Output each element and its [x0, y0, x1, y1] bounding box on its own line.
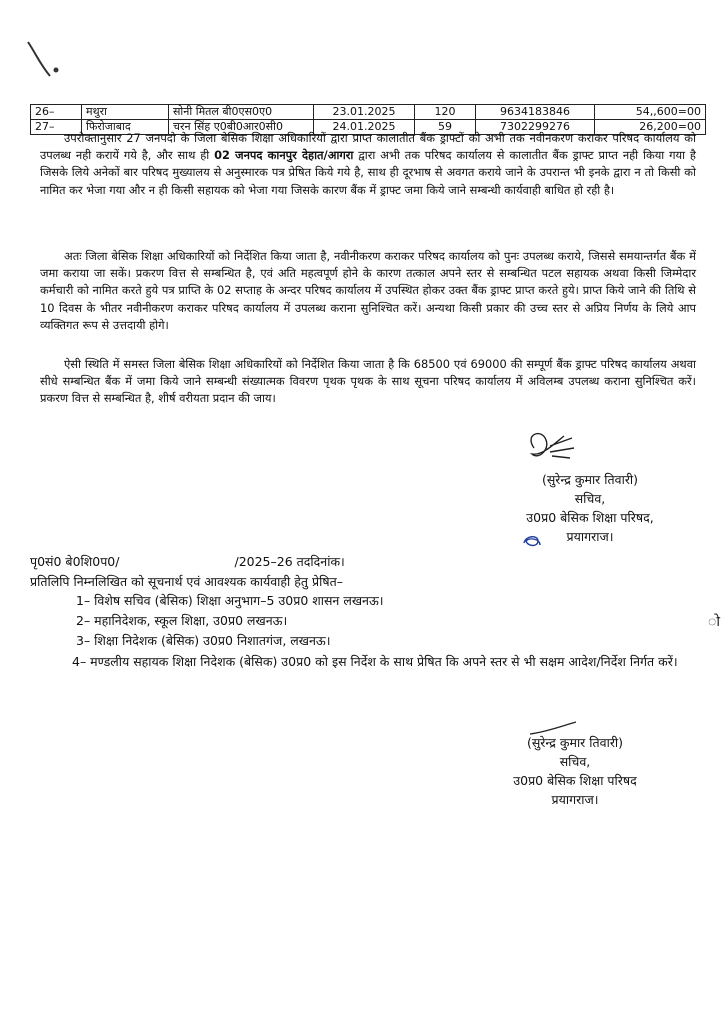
- table-row: [31, 105, 706, 120]
- copy-to-heading: प्रतिलिपि निम्नलिखित को सूचनार्थ एवं आवश्यक कार्यवाही हेतु प्रेषित–: [30, 574, 343, 589]
- page-edge-mark: ो: [708, 614, 720, 630]
- amount-cell: 26,200=00: [595, 120, 706, 135]
- reference-number: पृ0सं0 बे0शि0प0/: [30, 554, 120, 569]
- reference-line: [30, 553, 345, 570]
- ink-loop-icon: [522, 533, 542, 549]
- copy-item: 3– शिक्षा निदेशक (बेसिक) उ0प्र0 निशातगंज, लखनऊ।: [76, 633, 331, 648]
- amount-cell: 54,,600=00: [595, 105, 706, 120]
- count-cell: 59: [415, 120, 476, 135]
- signatory-city: प्रयागराज।: [566, 529, 614, 544]
- copy-item: 1– विशेष सचिव (बेसिक) शिक्षा अनुभाग–5 उ0प्र0 शासन लखनऊ।: [76, 593, 384, 608]
- date-cell: 24.01.2025: [314, 120, 415, 135]
- body-paragraph-1: उपरोक्तानुसार 27 जनपदो के जिला बेसिक शिक्षा अधिकारियों द्वारा प्राप्त कालातीत बैंक ड्राफ्टों को अभी तक नवीनकरण कराकर परिषद कार्यालय को उपलब्ध नही करायें गये है, और साथ ही 02 जनपद कानपुर देहात/आगरा द्वारा अभी तक परिषद कार्यालय से कालातीत बैंक ड्राफ्ट प्राप्त नही किया गया है जिसके लिये अनेकों बार परिषद मुख्यालय से अनुस्मारक पत्र प्रेषित किये गये है, साथ ही दूरभाष से अवगत कराये जाने के उपरान्त भी इनके द्वारा न तो किसी को नामित कर भेजा गया और न ही किसी सहायक को भेजा गया जिसके कारण बैंक में ड्राफ्ट जमा किये जाने सम्बन्धी कार्यवाही बाधित हो रही है।: [40, 131, 696, 197]
- copy-item: 4– मण्डलीय सहायक शिक्षा निदेशक (बेसिक) उ0प्र0 को इस निर्देश के साथ प्रेषित कि अपने स्तर से भी सक्षम आदेश/निर्देश निर्गत करें।: [72, 654, 678, 669]
- signatory-office: उ0प्र0 बेसिक शिक्षा परिषद: [513, 773, 637, 788]
- body-paragraph-3: ऐसी स्थिति में समस्त जिला बेसिक शिक्षा अधिकारियों को निर्देशित किया जाता है कि 68500 एवं 69000 की सम्पूर्ण बैंक ड्राफ्ट परिषद कार्यालय अथवा सीधे सम्बन्धित बैंक में जमा किये जाने सम्बन्धी संख्यात्मक विवरण पृथक पृथक के साथ सूचना परिषद कार्यालय में अविलम्ब उपलब्ध कराना सुनिश्चित करें। प्रकरण वित्त से सम्बन्धित है, शीर्ष वरीयता प्रदान की जाय।: [40, 357, 696, 406]
- serial-cell: 26–: [31, 105, 82, 120]
- signature-block-secondary: [470, 733, 680, 809]
- signatory-office: उ0प्र0 बेसिक शिक्षा परिषद,: [526, 510, 654, 525]
- reference-date: /2025–26 तददिनांक।: [234, 554, 345, 569]
- district-cell: फिरोजाबाद: [82, 120, 169, 135]
- signatory-name: (सुरेन्द्र कुमार तिवारी): [526, 735, 624, 750]
- serial-cell: 27–: [31, 120, 82, 135]
- body-paragraph-2: अतः जिला बेसिक शिक्षा अधिकारियों को निर्देशित किया जाता है, नवीनीकरण कराकर परिषद कार्यालय को पुनः उपलब्ध कराये, जिससे समयान्तर्गत बैंक में जमा कराया जा सकें। प्रकरण वित्त से सम्बन्धित है, एवं अति महत्वपूर्ण होने के कारण तत्काल अपने स्तर से सम्बन्धित पटल सहायक अथवा किसी जिम्मेदार कर्मचारी को नामित करते हुये पत्र प्राप्ति के 02 सप्ताह के अन्दर परिषद कार्यालय में उपस्थित होकर उक्त बैंक ड्राफ्ट प्राप्त करते हुये। प्राप्त किये जाने की तिथि से 10 दिवस के भीतर नवीनीकरण कराकर परिषद कार्यालय में उपलब्ध कराना सुनिश्चित करें। अन्यथा किसी प्रकार की उच्च स्तर से अप्रिय निर्णय के लिये आप व्यक्तिगत रूप से उत्तदायी होगे।: [40, 249, 697, 332]
- phone-cell: 9634183846: [476, 105, 595, 120]
- signatory-city: प्रयागराज।: [551, 792, 599, 807]
- signatory-designation: सचिव,: [574, 491, 606, 506]
- count-cell: 120: [415, 105, 476, 120]
- district-cell: मथुरा: [82, 105, 169, 120]
- staple-mark-icon: [22, 40, 62, 80]
- copy-item: 2– महानिदेशक, स्कूल शिक्षा, उ0प्र0 लखनऊ।: [76, 613, 288, 628]
- signatory-designation: सचिव,: [559, 754, 591, 769]
- officer-cell: सोनी मितल बी0एस0ए0: [169, 105, 314, 120]
- phone-cell: 7302299276: [476, 120, 595, 135]
- date-cell: 23.01.2025: [314, 105, 415, 120]
- signature-block-primary: [480, 470, 700, 546]
- highlighted-districts: 02 जनपद कानपुर देहात/आगरा: [214, 148, 354, 163]
- signatory-name: (सुरेन्द्र कुमार तिवारी): [541, 472, 639, 487]
- officer-cell: चरन सिंह ए0बी0आर0सी0: [169, 120, 314, 135]
- signature-mark-icon: [520, 426, 580, 470]
